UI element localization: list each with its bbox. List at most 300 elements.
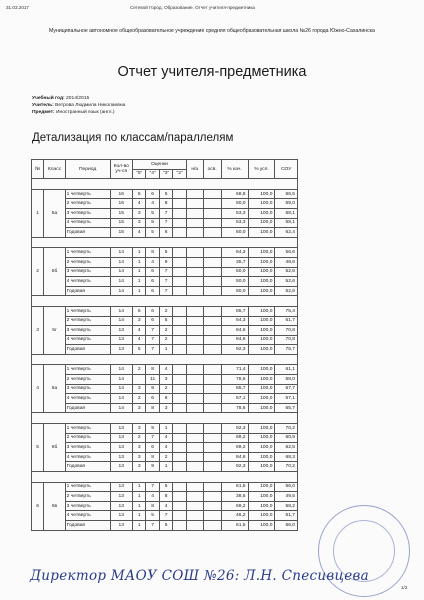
group-separator [32,472,298,483]
cell-na [186,384,203,394]
table-row [32,257,298,267]
cell-count: 13 [110,326,132,336]
separator-cell [32,472,298,483]
cell-kach: 92,3 [221,462,248,472]
cell-grade-3: 8 [159,199,172,209]
table-row [32,248,298,258]
cell-grade-3: 7 [159,218,172,228]
cell-kach: 69,2 [221,443,248,453]
table-row [32,511,298,521]
table-row [32,375,298,385]
cell-osv [203,394,221,404]
cell-num: 3 [32,306,44,354]
cell-osv [203,267,221,277]
col-grades: Оценки [132,160,186,170]
cell-grade-5: 3 [132,424,145,434]
cell-kach: 64,3 [221,248,248,258]
cell-usp: 100,0 [248,218,275,228]
cell-na [186,511,203,521]
cell-grade-5: 1 [132,501,145,511]
cell-na [186,501,203,511]
cell-grade-2 [173,326,187,336]
cell-usp: 100,0 [248,277,275,287]
cell-kach: 64,3 [221,316,248,326]
col-sou: СОУ [275,160,298,179]
cell-osv [203,501,221,511]
cell-usp: 100,0 [248,199,275,209]
cell-period: Годовая [65,520,110,530]
cell-grade-5: 3 [132,208,145,218]
cell-na [186,403,203,413]
meta-year: Учебный год: 2014/2015 [32,96,90,101]
cell-na [186,189,203,199]
cell-count: 16 [110,189,132,199]
cell-na [186,424,203,434]
cell-grade-2 [173,257,187,267]
cell-grade-5: 2 [132,365,145,375]
cell-osv [203,443,221,453]
cell-osv [203,316,221,326]
cell-grade-3: 7 [159,208,172,218]
cell-grade-2 [173,511,187,521]
col-usp: % усп. [248,160,275,179]
cell-class: 6в [44,482,65,530]
page-number: 1/2 [401,585,408,590]
cell-usp: 100,0 [248,492,275,502]
cell-grade-5: 3 [132,443,145,453]
cell-usp: 100,0 [248,462,275,472]
cell-sou: 58,1 [275,208,298,218]
cell-class: 5а [44,189,65,237]
cell-class: 5б [44,248,65,296]
cell-na [186,365,203,375]
cell-grade-2 [173,228,187,238]
cell-grade-3: 2 [159,326,172,336]
cell-period: Годовая [65,403,110,413]
cell-usp: 100,0 [248,345,275,355]
cell-grade-3: 4 [159,501,172,511]
header-row [32,160,298,170]
cell-count: 14 [110,257,132,267]
cell-kach: 78,6 [221,403,248,413]
cell-grade-2 [173,277,187,287]
cell-sou: 49,5 [275,492,298,502]
cell-grade-4: 6 [146,189,159,199]
cell-count: 13 [110,492,132,502]
cell-grade-3: 1 [159,345,172,355]
cell-count: 14 [110,248,132,258]
cell-grade-3: 1 [159,462,172,472]
cell-count: 13 [110,424,132,434]
cell-kach: 78,6 [221,375,248,385]
cell-na [186,443,203,453]
cell-period: Годовая [65,228,110,238]
cell-grade-5: 2 [132,433,145,443]
cell-grade-2 [173,520,187,530]
cell-usp: 100,0 [248,326,275,336]
cell-na [186,277,203,287]
cell-grade-4: 8 [146,403,159,413]
cell-grade-2 [173,267,187,277]
cell-sou: 61,1 [275,365,298,375]
cell-usp: 100,0 [248,482,275,492]
cell-osv [203,208,221,218]
cell-sou: 52,6 [275,277,298,287]
cell-grade-2 [173,208,187,218]
cell-grade-4: 6 [146,394,159,404]
table-row [32,306,298,316]
table-row [32,267,298,277]
cell-period: 3 четверть [65,267,110,277]
cell-sou: 52,6 [275,286,298,296]
cell-period: Годовая [65,345,110,355]
cell-sou: 52,6 [275,267,298,277]
cell-sou: 56,0 [275,482,298,492]
cell-grade-2 [173,482,187,492]
cell-sou: 62,4 [275,228,298,238]
cell-sou: 60,9 [275,433,298,443]
cell-num: 1 [32,189,44,237]
cell-grade-5: 1 [132,482,145,492]
cell-osv [203,452,221,462]
separator-cell [32,296,298,307]
cell-grade-5: 3 [132,316,145,326]
cell-grade-3: 3 [159,375,172,385]
cell-sou: 70,2 [275,462,298,472]
table-row [32,394,298,404]
cell-count: 13 [110,433,132,443]
cell-na [186,520,203,530]
cell-usp: 100,0 [248,424,275,434]
cell-period: 2 четверть [65,199,110,209]
cell-grade-2 [173,501,187,511]
cell-grade-3: 7 [159,277,172,287]
cell-grade-2 [173,452,187,462]
cell-period: 2 четверть [65,375,110,385]
meta-teacher: Учитель: Ветрова Людмила Николаевна [32,103,126,108]
cell-class: 6б [44,424,65,472]
cell-osv [203,520,221,530]
cell-usp: 100,0 [248,248,275,258]
cell-class: 6а [44,365,65,413]
cell-grade-5: 1 [132,248,145,258]
cell-period: 4 четверть [65,394,110,404]
cell-grade-5: 1 [132,511,145,521]
col-num: № [32,160,44,179]
separator-cell [32,237,298,248]
cell-grade-5: 4 [132,199,145,209]
col-grade-5: "5" [132,169,145,179]
table-row [32,443,298,453]
cell-grade-2 [173,403,187,413]
cell-sou: 66,5 [275,189,298,199]
cell-osv [203,218,221,228]
cell-osv [203,365,221,375]
col-grade-3: "3" [159,169,172,179]
cell-kach: 68,8 [221,189,248,199]
cell-count: 13 [110,345,132,355]
col-osv: осв. [203,160,221,179]
cell-grade-4: 7 [146,326,159,336]
cell-na [186,199,203,209]
cell-na [186,492,203,502]
group-separator [32,179,298,190]
cell-usp: 100,0 [248,433,275,443]
cell-osv [203,306,221,316]
cell-osv [203,403,221,413]
cell-grade-4: 11 [146,375,159,385]
col-na: н/а [186,160,203,179]
cell-count: 14 [110,394,132,404]
cell-grade-2 [173,248,187,258]
cell-sou: 70,8 [275,335,298,345]
cell-grade-4: 4 [146,257,159,267]
cell-grade-4: 7 [146,335,159,345]
table-row [32,218,298,228]
cell-period: 3 четверть [65,501,110,511]
cell-grade-5: 5 [132,189,145,199]
cell-osv [203,228,221,238]
cell-grade-3: 6 [159,394,172,404]
table-row [32,403,298,413]
cell-sou: 48,6 [275,257,298,267]
cell-na [186,228,203,238]
cell-count: 15 [110,218,132,228]
cell-osv [203,511,221,521]
cell-usp: 100,0 [248,267,275,277]
page-title: Отчет учителя-предметника [117,64,307,80]
table-row [32,189,298,199]
print-header: Сетевой Город. Образование. Отчет учителя-предметника [130,5,255,10]
table-row [32,462,298,472]
cell-grade-3: 1 [159,424,172,434]
cell-kach: 92,3 [221,424,248,434]
cell-grade-5: 1 [132,520,145,530]
cell-grade-2 [173,335,187,345]
cell-grade-5: 1 [132,267,145,277]
cell-sou: 58,2 [275,501,298,511]
cell-grade-4: 6 [146,267,159,277]
table-row [32,424,298,434]
cell-na [186,326,203,336]
cell-grade-2 [173,316,187,326]
cell-period: 3 четверть [65,208,110,218]
cell-grade-2 [173,394,187,404]
section-title: Детализация по классам/параллелям [32,132,234,144]
cell-period: 2 четверть [65,492,110,502]
group-separator [32,296,298,307]
cell-grade-5: 2 [132,394,145,404]
cell-period: 4 четверть [65,277,110,287]
col-grade-4: "4" [146,169,159,179]
cell-grade-5: 3 [132,403,145,413]
cell-num: 6 [32,482,44,530]
cell-period: 1 четверть [65,424,110,434]
cell-count: 14 [110,286,132,296]
cell-osv [203,375,221,385]
cell-kach: 60,0 [221,228,248,238]
cell-grade-3: 8 [159,492,172,502]
cell-grade-3: 7 [159,267,172,277]
cell-grade-3: 2 [159,306,172,316]
cell-kach: 38,5 [221,492,248,502]
table-row [32,208,298,218]
cell-period: 4 четверть [65,452,110,462]
col-class: Класс [44,160,65,179]
cell-na [186,257,203,267]
cell-grade-4: 5 [146,511,159,521]
cell-period: 4 четверть [65,335,110,345]
cell-count: 13 [110,482,132,492]
cell-sou: 61,7 [275,316,298,326]
cell-usp: 100,0 [248,384,275,394]
cell-grade-4: 9 [146,462,159,472]
meta-subject: Предмет: Иностранный язык (англ.) [32,110,115,115]
cell-grade-5: 4 [132,228,145,238]
cell-grade-3: 3 [159,403,172,413]
cell-sou: 58,1 [275,218,298,228]
cell-sou: 67,7 [275,384,298,394]
cell-grade-2 [173,286,187,296]
cell-na [186,375,203,385]
cell-sou: 68,3 [275,452,298,462]
cell-usp: 100,0 [248,208,275,218]
cell-sou: 75,7 [275,345,298,355]
cell-sou: 65,7 [275,403,298,413]
cell-count: 13 [110,520,132,530]
separator-cell [32,354,298,365]
cell-grade-5: 1 [132,257,145,267]
separator-cell [32,413,298,424]
cell-grade-3: 4 [159,443,172,453]
cell-kach: 53,3 [221,208,248,218]
cell-usp: 100,0 [248,443,275,453]
cell-grade-5: 3 [132,462,145,472]
cell-grade-4: 7 [146,433,159,443]
cell-period: 1 четверть [65,189,110,199]
cell-kach: 71,4 [221,365,248,375]
separator-cell [32,179,298,190]
cell-kach: 61,5 [221,482,248,492]
cell-kach: 50,0 [221,267,248,277]
cell-na [186,248,203,258]
cell-count: 13 [110,335,132,345]
cell-count: 14 [110,375,132,385]
cell-sou: 62,5 [275,443,298,453]
cell-grade-2 [173,199,187,209]
cell-kach: 69,2 [221,501,248,511]
cell-grade-3: 6 [159,228,172,238]
cell-sou: 51,7 [275,511,298,521]
cell-na [186,316,203,326]
cell-grade-5: 1 [132,492,145,502]
cell-grade-2 [173,345,187,355]
cell-usp: 100,0 [248,316,275,326]
table-row [32,520,298,530]
cell-kach: 84,6 [221,326,248,336]
cell-na [186,345,203,355]
table-row [32,335,298,345]
cell-period: 4 четверть [65,218,110,228]
cell-usp: 100,0 [248,365,275,375]
cell-count: 15 [110,228,132,238]
table-row [32,384,298,394]
cell-num: 2 [32,248,44,296]
cell-count: 16 [110,199,132,209]
table-row [32,433,298,443]
col-period: Период [65,160,110,179]
table-row [32,501,298,511]
cell-osv [203,384,221,394]
cell-na [186,433,203,443]
cell-kach: 50,0 [221,199,248,209]
cell-count: 14 [110,316,132,326]
cell-osv [203,335,221,345]
cell-osv [203,345,221,355]
results-table [31,159,298,531]
cell-grade-5: 4 [132,326,145,336]
cell-na [186,267,203,277]
cell-count: 13 [110,452,132,462]
cell-usp: 100,0 [248,286,275,296]
cell-grade-3: 5 [159,482,172,492]
cell-grade-2 [173,365,187,375]
director-signature: Директор МАОУ СОШ №26: Л.Н. Спесивцева [30,568,370,584]
cell-count: 13 [110,443,132,453]
cell-grade-2 [173,306,187,316]
table-row [32,286,298,296]
cell-grade-2 [173,462,187,472]
cell-grade-5 [132,375,145,385]
cell-usp: 100,0 [248,452,275,462]
cell-count: 14 [110,403,132,413]
cell-period: 3 четверть [65,326,110,336]
cell-usp: 100,0 [248,257,275,267]
cell-grade-4: 6 [146,443,159,453]
cell-grade-5: 1 [132,277,145,287]
cell-kach: 57,1 [221,394,248,404]
cell-grade-4: 9 [146,424,159,434]
cell-grade-3: 4 [159,433,172,443]
cell-count: 14 [110,306,132,316]
cell-grade-2 [173,384,187,394]
cell-period: 3 четверть [65,443,110,453]
cell-grade-3: 2 [159,335,172,345]
cell-sou: 70,2 [275,424,298,434]
cell-count: 13 [110,462,132,472]
cell-grade-5: 3 [132,384,145,394]
group-separator [32,237,298,248]
cell-usp: 100,0 [248,511,275,521]
cell-period: 2 четверть [65,433,110,443]
cell-count: 14 [110,365,132,375]
cell-grade-5: 3 [132,452,145,462]
cell-period: 1 четверть [65,365,110,375]
cell-usp: 100,0 [248,306,275,316]
cell-osv [203,433,221,443]
cell-kach: 61,5 [221,520,248,530]
organization-name: Муниципальное автономное общеобразовательное учреждение средняя общеобразовательная школа №26 города Южно-Сахалинска [49,28,375,34]
cell-sou: 75,4 [275,306,298,316]
cell-sou: 58,0 [275,375,298,385]
cell-osv [203,277,221,287]
cell-grade-4: 7 [146,482,159,492]
cell-grade-3: 5 [159,316,172,326]
cell-count: 14 [110,384,132,394]
cell-count: 15 [110,208,132,218]
cell-osv [203,326,221,336]
cell-grade-2 [173,375,187,385]
